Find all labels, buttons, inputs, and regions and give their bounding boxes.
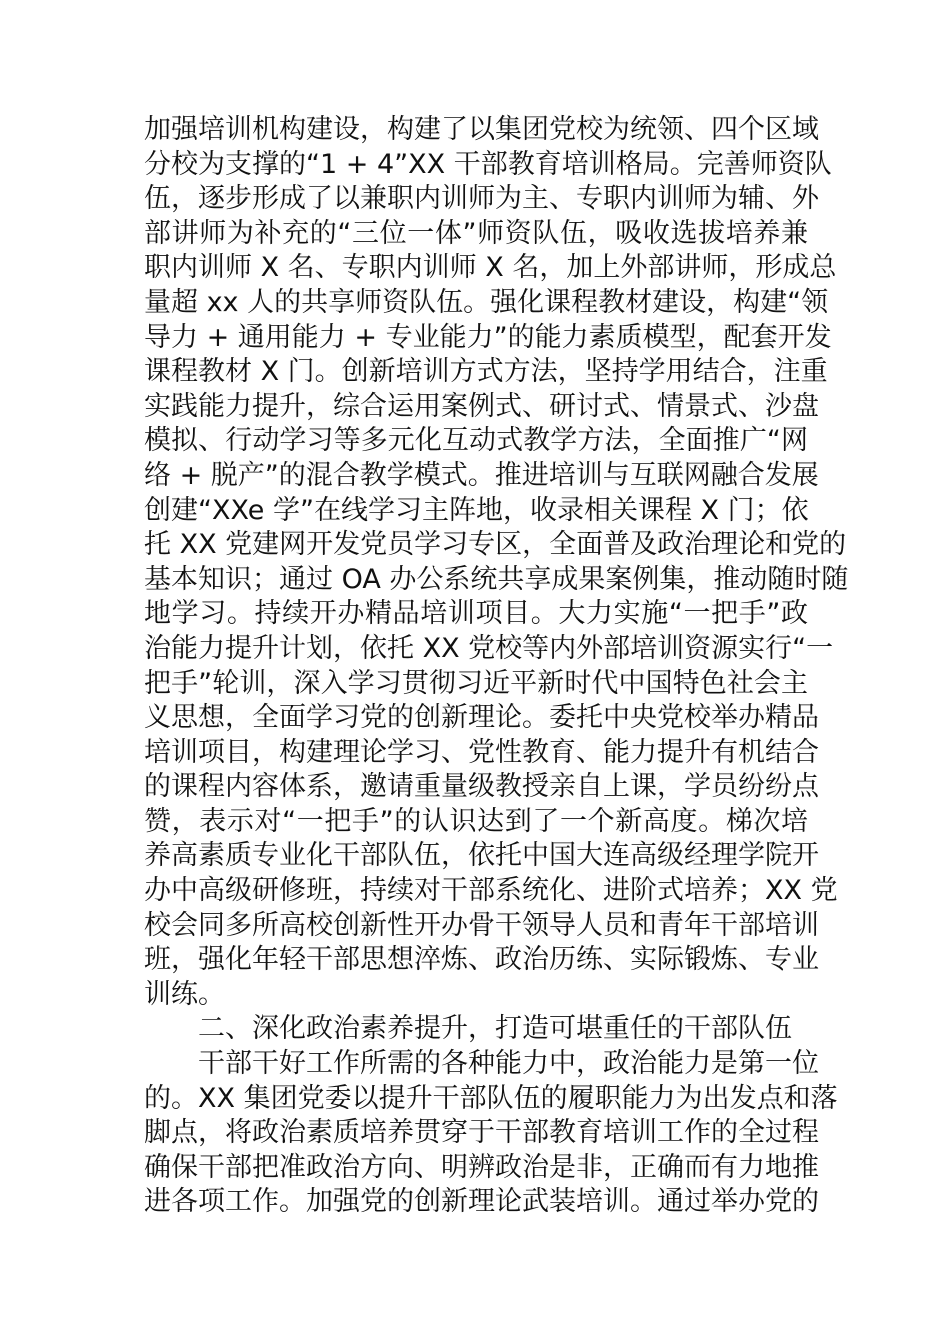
text-line: 分校为支撑的“1 + 4”XX 干部教育培训格局。完善师资队 (144, 148, 832, 180)
text-line: 干部干好工作所需的各种能力中，政治能力是第一位 (198, 1048, 819, 1080)
text-line: 养高素质专业化干部队伍，依托中国大连高级经理学院开 (144, 840, 819, 872)
text-line: 进各项工作。加强党的创新理论武装培训。通过举办党的 (144, 1186, 819, 1218)
text-line: 托 XX 党建网开发党员学习专区，全面普及政治理论和党的 (144, 529, 847, 561)
text-line: 量超 xx 人的共享师资队伍。强化课程教材建设，构建“领 (144, 286, 829, 318)
text-line: 的。XX 集团党委以提升干部队伍的履职能力为出发点和落 (144, 1082, 838, 1114)
text-line: 把手”轮训，深入学习贯彻习近平新时代中国特色社会主 (144, 667, 808, 699)
text-line: 确保干部把准政治方向、明辨政治是非，正确而有力地推 (144, 1151, 819, 1183)
text-line: 伍，逐步形成了以兼职内训师为主、专职内训师为辅、外 (144, 183, 819, 215)
text-line: 二、深化政治素养提升，打造可堪重任的干部队伍 (198, 1013, 792, 1045)
text-line: 加强培训机构建设，构建了以集团党校为统领、四个区域 (144, 114, 819, 145)
text-line: 基本知识；通过 OA 办公系统共享成果案例集，推动随时随 (144, 563, 849, 595)
text-line: 治能力提升计划，依托 XX 党校等内外部培训资源实行“一 (144, 632, 834, 664)
text-line: 脚点，将政治素质培养贯穿于干部教育培训工作的全过程 (144, 1117, 819, 1149)
text-line: 职内训师 X 名、专职内训师 X 名，加上外部讲师，形成总 (144, 252, 837, 284)
text-line: 班，强化年轻干部思想淬炼、政治历练、实际锻炼、专业 (144, 944, 819, 976)
text-line: 培训项目，构建理论学习、党性教育、能力提升有机结合 (144, 736, 819, 768)
text-line: 的课程内容体系，邀请重量级教授亲自上课，学员纷纷点 (144, 771, 819, 803)
text-line: 创建“XXe 学”在线学习主阵地，收录相关课程 X 门；依 (144, 494, 809, 526)
document-page (144, 113, 849, 1220)
text-line: 实践能力提升，综合运用案例式、研讨式、情景式、沙盘 (144, 390, 819, 422)
text-line: 义思想，全面学习党的创新理论。委托中央党校举办精品 (144, 702, 819, 734)
text-line: 络 + 脱产”的混合教学模式。推进培训与互联网融合发展 (144, 459, 819, 491)
text-line: 导力 + 通用能力 + 专业能力”的能力素质模型，配套开发 (144, 321, 832, 353)
text-line: 模拟、行动学习等多元化互动式教学方法，全面推广“网 (144, 425, 808, 457)
text-line: 地学习。持续开办精品培训项目。大力实施“一把手”政 (144, 598, 808, 630)
text-line: 办中高级研修班，持续对干部系统化、进阶式培养；XX 党 (144, 875, 838, 907)
text-line: 部讲师为补充的“三位一体”师资队伍，吸收选拔培养兼 (144, 217, 808, 249)
text-line: 训练。 (144, 978, 225, 1010)
text-line: 课程教材 X 门。创新培训方式方法，坚持学用结合，注重 (144, 356, 828, 388)
text-line: 赞，表示对“一把手”的认识达到了一个新高度。梯次培 (144, 805, 808, 837)
text-line: 校会同多所高校创新性开办骨干领导人员和青年干部培训 (144, 909, 819, 941)
